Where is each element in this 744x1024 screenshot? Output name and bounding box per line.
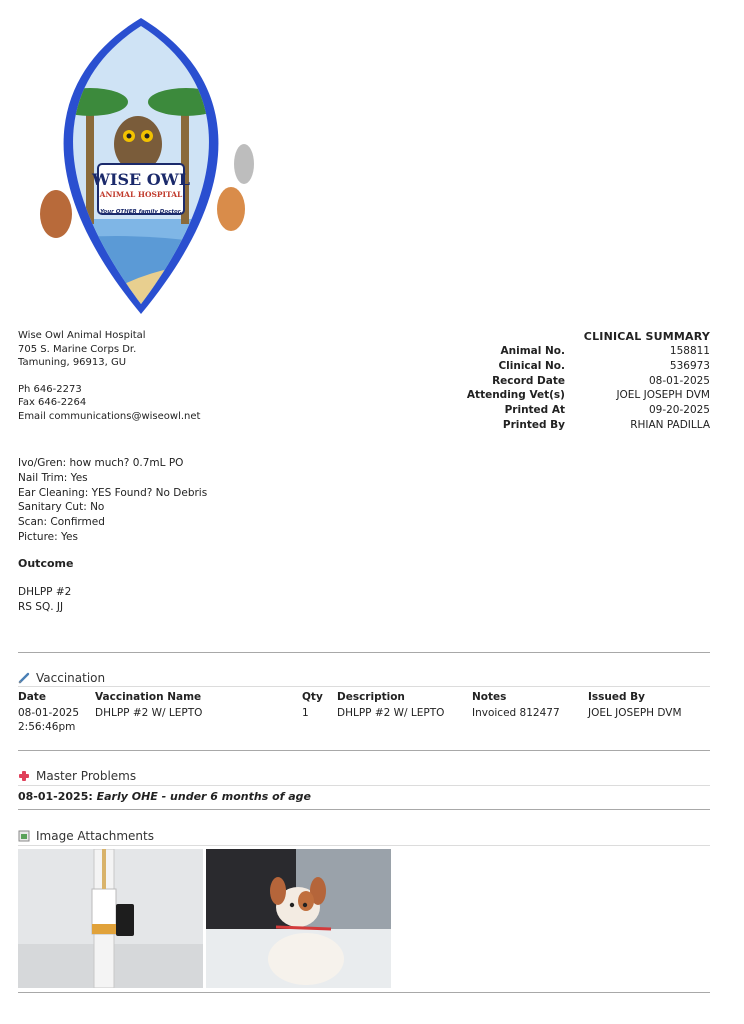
attachment-image-puppy[interactable] [206, 849, 391, 988]
image-attachments-section-title: Image Attachments [18, 829, 154, 843]
vaccination-date-cell: 08-01-2025 2:56:46pm [18, 707, 80, 733]
svg-text:WISE OWL: WISE OWL [92, 170, 190, 189]
outcome-line: RS SQ. JJ [18, 601, 64, 613]
master-problems-section-title: Master Problems [18, 769, 136, 783]
summary-row-printed-by: Printed By RHIAN PADILLA [502, 418, 710, 431]
vaccination-table-header: Date Vaccination Name Qty Description Notes Issued By [18, 691, 646, 703]
note-line: Nail Trim: Yes [18, 471, 88, 484]
note-line: Picture: Yes [18, 530, 78, 543]
divider [18, 750, 710, 751]
image-icon [18, 830, 30, 842]
clinic-phone: Ph 646-2273 [18, 383, 82, 395]
syringe-icon [18, 672, 30, 684]
table-row: 08-01-2025 2:56:46pm DHLPP #2 W/ LEPTO 1 DHLPP #2 W/ LEPTO Invoiced 812477 JOEL JOSEPH DVM [18, 707, 682, 733]
svg-text:Your OTHER family Doctor.: Your OTHER family Doctor. [100, 209, 182, 215]
summary-row-clinical-no: Clinical No. 536973 [498, 359, 710, 372]
outcome-text [18, 585, 71, 615]
outcome-line: DHLPP #2 [18, 586, 72, 598]
divider [18, 785, 710, 786]
medical-cross-icon [18, 770, 30, 782]
summary-row-attending-vet: Attending Vet(s) JOEL JOSEPH DVM [466, 389, 710, 402]
note-line: Ear Cleaning: YES Found? No Debris [18, 486, 208, 499]
outcome-heading: Outcome [18, 557, 74, 570]
summary-row-printed-at: Printed At 09-20-2025 [504, 404, 710, 417]
note-line: Sanitary Cut: No [18, 501, 105, 514]
hospital-logo [16, 14, 266, 314]
vaccination-table [18, 691, 710, 734]
divider [18, 686, 710, 687]
clinic-name: Wise Owl Animal Hospital [18, 330, 146, 341]
clinic-info [18, 329, 200, 423]
divider [18, 992, 710, 993]
svg-text:ANIMAL HOSPITAL: ANIMAL HOSPITAL [99, 190, 183, 199]
note-line: Ivo/Gren: how much? 0.7mL PO [18, 457, 184, 469]
summary-row-record-date: Record Date 08-01-2025 [492, 374, 710, 387]
clinic-fax: Fax 646-2264 [18, 397, 87, 408]
divider [18, 652, 710, 653]
clinical-summary-table [400, 344, 710, 433]
vaccination-section-title: Vaccination [18, 671, 105, 685]
clinical-notes [18, 456, 207, 545]
master-problem-item: 08-01-2025: Early OHE - under 6 months of age [18, 790, 312, 803]
clinical-summary-title: CLINICAL SUMMARY [583, 330, 710, 343]
divider [18, 809, 710, 810]
attachment-image-vaccine-vial[interactable] [18, 849, 203, 988]
clinic-address-line2: Tamuning, 96913, GU [18, 357, 127, 368]
clinic-email: Email communications@wiseowl.net [18, 410, 201, 422]
summary-row-animal-no: Animal No. 158811 [500, 345, 710, 357]
clinic-address-line1: 705 S. Marine Corps Dr. [18, 343, 137, 355]
note-line: Scan: Confirmed [18, 516, 105, 529]
divider [18, 845, 710, 846]
